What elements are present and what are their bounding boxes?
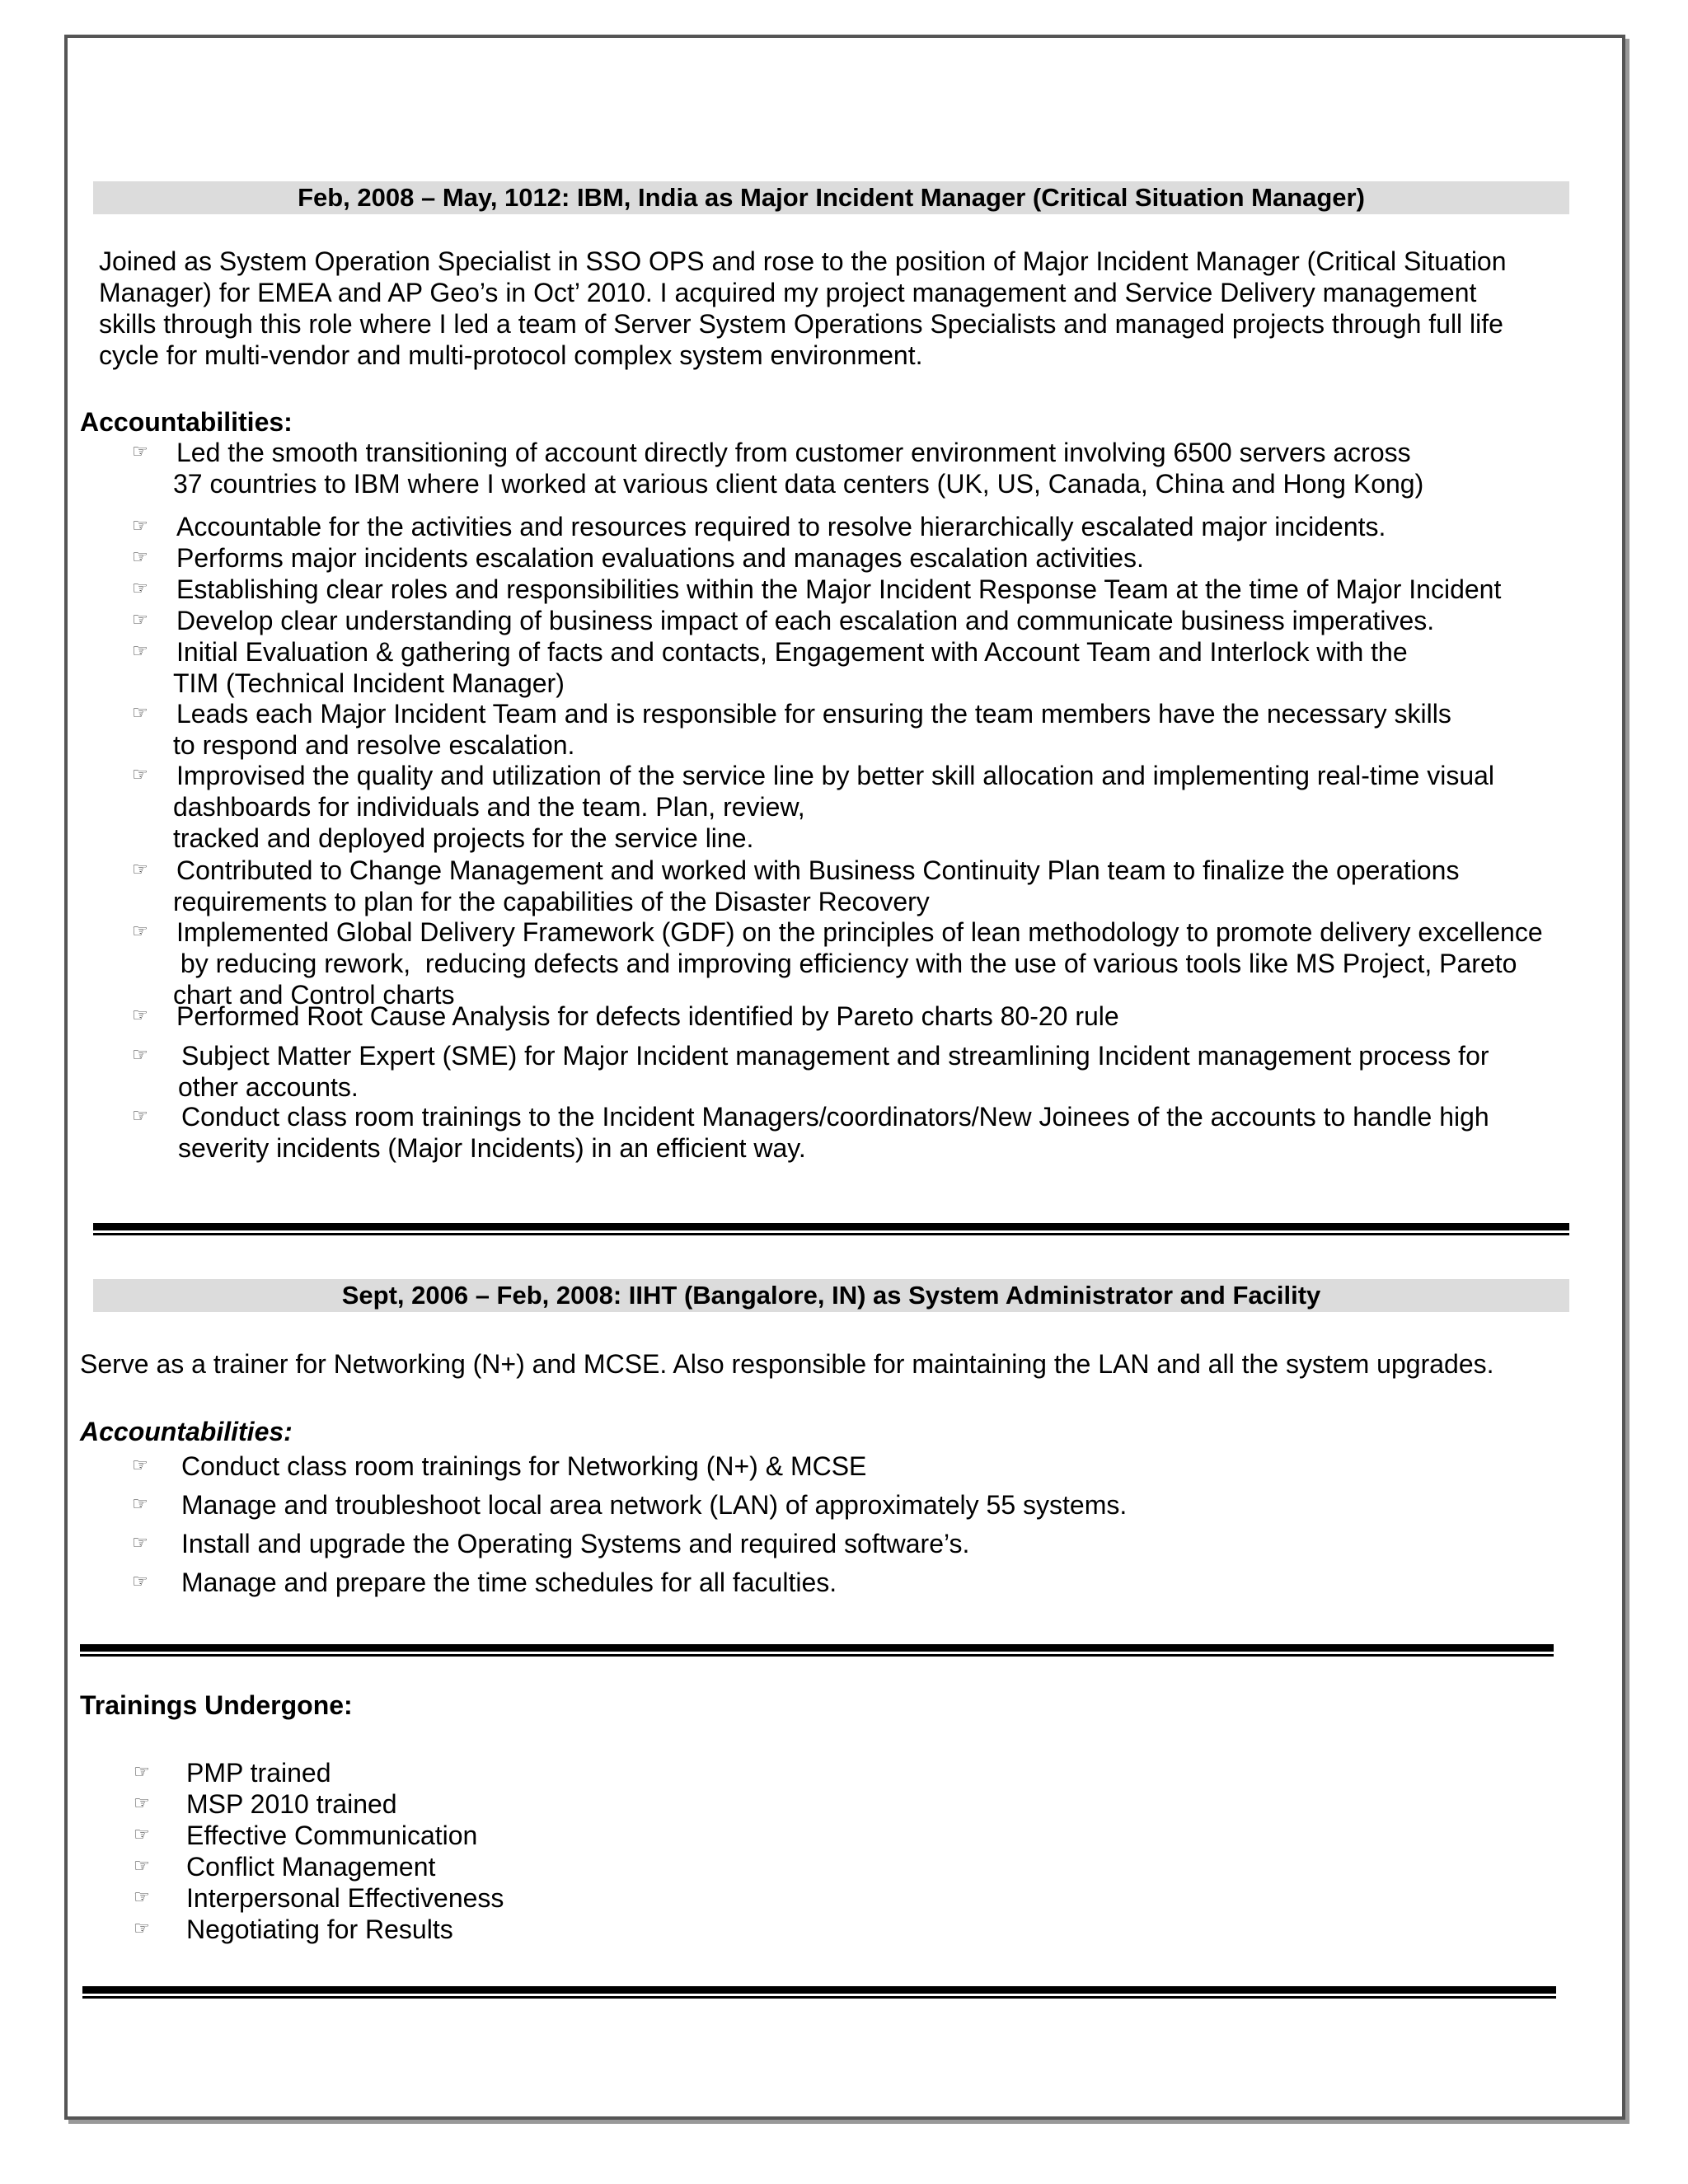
section-divider bbox=[80, 1644, 1554, 1657]
summary-line: Manager) for EMEA and AP Geo’s in Oct’ 2010. I acquired my project management and Service Delivery management bbox=[99, 278, 1477, 307]
list-item-text: tracked and deployed projects for the service line. bbox=[173, 823, 754, 853]
job1-accountabilities-label: Accountabilities: bbox=[80, 407, 293, 437]
list-item-text: Leads each Major Incident Team and is responsible for ensuring the team members have the necessary skills bbox=[176, 699, 1451, 729]
trainings-title: Trainings Undergone: bbox=[80, 1690, 353, 1720]
pointing-hand-icon: ☞ bbox=[132, 516, 148, 537]
list-item-text: Subject Matter Expert (SME) for Major Incident management and streamlining Incident management process for bbox=[181, 1041, 1489, 1071]
list-item-text: Improvised the quality and utilization of the service line by better skill allocation and implementing real-time visual bbox=[176, 761, 1495, 790]
list-item-text: by reducing rework, reducing defects and improving efficiency with the use of various tools like MS Project, Pareto bbox=[173, 949, 1517, 978]
list-item-text: 37 countries to IBM where I worked at various client data centers (UK, US, Canada, China and Hong Kong) bbox=[173, 469, 1424, 499]
list-item-text: Performs major incidents escalation evaluations and manages escalation activities. bbox=[176, 543, 1144, 573]
pointing-hand-icon: ☞ bbox=[134, 1919, 150, 1939]
list-item-text: Implemented Global Delivery Framework (GDF) on the principles of lean methodology to promote delivery excellence bbox=[176, 917, 1543, 947]
list-item-text: dashboards for individuals and the team. Plan, review, bbox=[173, 792, 805, 822]
job2-summary: Serve as a trainer for Networking (N+) and MCSE. Also responsible for maintaining the LAN and all the system upgrades. bbox=[80, 1349, 1494, 1379]
pointing-hand-icon: ☞ bbox=[132, 860, 148, 880]
pointing-hand-icon: ☞ bbox=[132, 1005, 148, 1026]
list-item-text: Negotiating for Results bbox=[186, 1915, 453, 1944]
list-item-text: Performed Root Cause Analysis for defects identified by Pareto charts 80-20 rule bbox=[176, 1001, 1119, 1031]
summary-line: Joined as System Operation Specialist in SSO OPS and rose to the position of Major Incident Manager (Critical Situation bbox=[99, 246, 1507, 276]
list-item-text: Establishing clear roles and responsibilities within the Major Incident Response Team at the time of Major Incident bbox=[176, 574, 1502, 604]
list-item-text: Led the smooth transitioning of account directly from customer environment involving 6500 servers across bbox=[176, 438, 1411, 467]
pointing-hand-icon: ☞ bbox=[132, 1106, 148, 1127]
pointing-hand-icon: ☞ bbox=[134, 1825, 150, 1845]
list-item-text: Manage and troubleshoot local area network (LAN) of approximately 55 systems. bbox=[181, 1490, 1128, 1520]
list-item-text: PMP trained bbox=[186, 1758, 331, 1788]
pointing-hand-icon: ☞ bbox=[132, 1494, 148, 1515]
list-item-text: Conduct class room trainings to the Incident Managers/coordinators/New Joinees of the accounts to handle high bbox=[181, 1102, 1489, 1132]
list-item-text: Interpersonal Effectiveness bbox=[186, 1883, 504, 1913]
list-item-text: Effective Communication bbox=[186, 1821, 478, 1850]
list-item-text: Install and upgrade the Operating Systems and required software’s. bbox=[181, 1529, 970, 1558]
list-item-text: other accounts. bbox=[178, 1072, 359, 1102]
job2-accountabilities-label: Accountabilities: bbox=[80, 1417, 293, 1446]
list-item-text: chart and Control charts bbox=[173, 980, 455, 1010]
pointing-hand-icon: ☞ bbox=[134, 1856, 150, 1877]
section-divider bbox=[93, 1223, 1569, 1235]
list-item-text: to respond and resolve escalation. bbox=[173, 730, 575, 760]
list-item-text: severity incidents (Major Incidents) in an efficient way. bbox=[178, 1133, 806, 1163]
pointing-hand-icon: ☞ bbox=[132, 1455, 148, 1476]
pointing-hand-icon: ☞ bbox=[132, 1533, 148, 1554]
list-item-text: Develop clear understanding of business impact of each escalation and communicate business imperatives. bbox=[176, 606, 1435, 635]
list-item-text: Manage and prepare the time schedules for all faculties. bbox=[181, 1568, 837, 1597]
job1-header: Feb, 2008 – May, 1012: IBM, India as Major Incident Manager (Critical Situation Manager) bbox=[93, 181, 1569, 214]
list-item-text: Conduct class room trainings for Networking (N+) & MCSE bbox=[181, 1451, 867, 1481]
pointing-hand-icon: ☞ bbox=[132, 547, 148, 568]
pointing-hand-icon: ☞ bbox=[134, 1887, 150, 1908]
pointing-hand-icon: ☞ bbox=[134, 1762, 150, 1783]
list-item-text: requirements to plan for the capabilities of the Disaster Recovery bbox=[173, 887, 930, 916]
pointing-hand-icon: ☞ bbox=[132, 703, 148, 724]
job2-header: Sept, 2006 – Feb, 2008: IIHT (Bangalore, IN) as System Administrator and Facility bbox=[93, 1279, 1569, 1312]
list-item-text: Conflict Management bbox=[186, 1852, 436, 1882]
pointing-hand-icon: ☞ bbox=[132, 442, 148, 462]
pointing-hand-icon: ☞ bbox=[132, 1572, 148, 1592]
job1-summary bbox=[99, 246, 1507, 371]
summary-line: cycle for multi-vendor and multi-protocol complex system environment. bbox=[99, 340, 923, 370]
summary-line: skills through this role where I led a team of Server System Operations Specialists and managed projects through full life bbox=[99, 309, 1503, 339]
section-divider bbox=[82, 1986, 1556, 1999]
pointing-hand-icon: ☞ bbox=[132, 921, 148, 942]
pointing-hand-icon: ☞ bbox=[132, 641, 148, 662]
pointing-hand-icon: ☞ bbox=[132, 1045, 148, 1066]
pointing-hand-icon: ☞ bbox=[134, 1793, 150, 1814]
pointing-hand-icon: ☞ bbox=[132, 579, 148, 599]
pointing-hand-icon: ☞ bbox=[132, 610, 148, 630]
list-item-text: Contributed to Change Management and worked with Business Continuity Plan team to finalize the operations bbox=[176, 855, 1460, 885]
list-item-text: TIM (Technical Incident Manager) bbox=[173, 668, 565, 698]
list-item-text: Initial Evaluation & gathering of facts and contacts, Engagement with Account Team and Interlock with the bbox=[176, 637, 1408, 667]
pointing-hand-icon: ☞ bbox=[132, 765, 148, 785]
list-item-text: Accountable for the activities and resources required to resolve hierarchically escalated major incidents. bbox=[176, 512, 1386, 541]
list-item-text: MSP 2010 trained bbox=[186, 1789, 397, 1819]
